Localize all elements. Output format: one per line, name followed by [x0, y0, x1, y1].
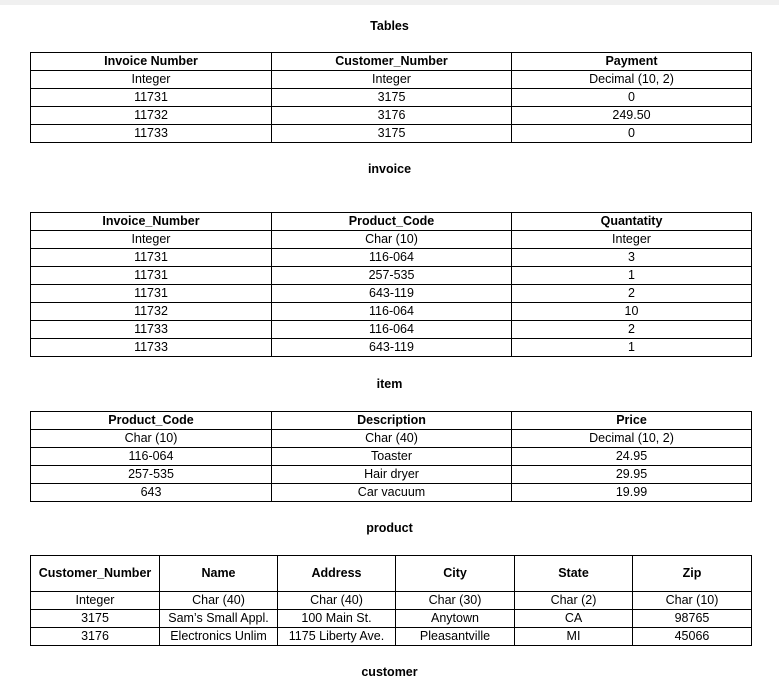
table-cell: 249.50 — [512, 107, 752, 125]
type-cell: Char (40) — [272, 430, 512, 448]
column-header: Name — [160, 556, 278, 592]
table-cell: 643-119 — [272, 339, 512, 357]
table-cell: 11731 — [31, 249, 272, 267]
table-row — [31, 107, 752, 125]
invoice-table — [30, 52, 752, 143]
type-row — [31, 430, 752, 448]
table-row — [31, 303, 752, 321]
table-cell: 3175 — [272, 125, 512, 143]
table-cell: 1175 Liberty Ave. — [278, 628, 396, 646]
table-cell: 11732 — [31, 107, 272, 125]
table-row — [31, 125, 752, 143]
product-caption: product — [366, 521, 413, 535]
table-cell: 116-064 — [31, 448, 272, 466]
type-cell: Integer — [31, 71, 272, 89]
table-cell: 3175 — [31, 610, 160, 628]
table-cell: 11733 — [31, 125, 272, 143]
type-cell: Decimal (10, 2) — [512, 430, 752, 448]
column-header: Payment — [512, 53, 752, 71]
table-cell: 3175 — [272, 89, 512, 107]
table-cell: 116-064 — [272, 321, 512, 339]
table-header-row — [31, 213, 752, 231]
table-cell: Electronics Unlim — [160, 628, 278, 646]
table-cell: 45066 — [633, 628, 752, 646]
table-cell: 643 — [31, 484, 272, 502]
column-header: Invoice_Number — [31, 213, 272, 231]
table-cell: 3176 — [272, 107, 512, 125]
table-row — [31, 466, 752, 484]
table-row — [31, 484, 752, 502]
column-header: Zip — [633, 556, 752, 592]
table-row — [31, 448, 752, 466]
table-cell: 100 Main St. — [278, 610, 396, 628]
type-cell: Decimal (10, 2) — [512, 71, 752, 89]
table-cell: 11731 — [31, 267, 272, 285]
table-cell: 1 — [512, 267, 752, 285]
type-cell: Char (10) — [31, 430, 272, 448]
table-row — [31, 610, 752, 628]
table-cell: 1 — [512, 339, 752, 357]
column-header: Customer_Number — [272, 53, 512, 71]
invoice-caption: invoice — [367, 162, 412, 176]
type-cell: Integer — [31, 231, 272, 249]
table-row — [31, 628, 752, 646]
column-header: Quantatity — [512, 213, 752, 231]
table-row — [31, 89, 752, 107]
top-bar — [0, 0, 779, 5]
table-cell: 10 — [512, 303, 752, 321]
table-cell: 24.95 — [512, 448, 752, 466]
item-table — [30, 212, 752, 357]
column-header: Invoice Number — [31, 53, 272, 71]
type-cell: Char (10) — [272, 231, 512, 249]
table-cell: 2 — [512, 321, 752, 339]
table-cell: 257-535 — [272, 267, 512, 285]
table-cell: 2 — [512, 285, 752, 303]
column-header: City — [396, 556, 515, 592]
table-cell: Hair dryer — [272, 466, 512, 484]
type-cell: Char (40) — [160, 592, 278, 610]
table-row — [31, 249, 752, 267]
type-cell: Char (30) — [396, 592, 515, 610]
table-cell: 11732 — [31, 303, 272, 321]
column-header: Customer_Number — [31, 556, 160, 592]
type-row — [31, 231, 752, 249]
table-cell: Anytown — [396, 610, 515, 628]
column-header: State — [515, 556, 633, 592]
table-cell: 116-064 — [272, 249, 512, 267]
table-cell: Sam’s Small Appl. — [160, 610, 278, 628]
table-row — [31, 285, 752, 303]
table-cell: 11731 — [31, 89, 272, 107]
type-cell: Char (40) — [278, 592, 396, 610]
table-row — [31, 321, 752, 339]
table-cell: MI — [515, 628, 633, 646]
table-cell: 11731 — [31, 285, 272, 303]
table-cell: 0 — [512, 125, 752, 143]
table-cell: Toaster — [272, 448, 512, 466]
table-cell: 0 — [512, 89, 752, 107]
table-cell: 257-535 — [31, 466, 272, 484]
table-cell: 116-064 — [272, 303, 512, 321]
table-header-row — [31, 412, 752, 430]
type-cell: Char (10) — [633, 592, 752, 610]
table-cell: 98765 — [633, 610, 752, 628]
page-title: Tables — [370, 19, 409, 33]
table-row — [31, 339, 752, 357]
table-cell: CA — [515, 610, 633, 628]
column-header: Product_Code — [31, 412, 272, 430]
type-cell: Char (2) — [515, 592, 633, 610]
type-row — [31, 592, 752, 610]
column-header: Address — [278, 556, 396, 592]
customer-caption: customer — [361, 665, 418, 679]
table-cell: Pleasantville — [396, 628, 515, 646]
customer-table — [30, 555, 752, 646]
table-cell: 3 — [512, 249, 752, 267]
type-cell: Integer — [31, 592, 160, 610]
table-cell: 643-119 — [272, 285, 512, 303]
item-caption: item — [376, 377, 403, 391]
type-cell: Integer — [512, 231, 752, 249]
table-cell: 19.99 — [512, 484, 752, 502]
table-header-row — [31, 53, 752, 71]
type-cell: Integer — [272, 71, 512, 89]
column-header: Description — [272, 412, 512, 430]
table-cell: 11733 — [31, 339, 272, 357]
column-header: Price — [512, 412, 752, 430]
table-header-row — [31, 556, 752, 592]
table-cell: 3176 — [31, 628, 160, 646]
table-row — [31, 267, 752, 285]
type-row — [31, 71, 752, 89]
table-cell: Car vacuum — [272, 484, 512, 502]
product-table — [30, 411, 752, 502]
table-cell: 11733 — [31, 321, 272, 339]
table-cell: 29.95 — [512, 466, 752, 484]
column-header: Product_Code — [272, 213, 512, 231]
